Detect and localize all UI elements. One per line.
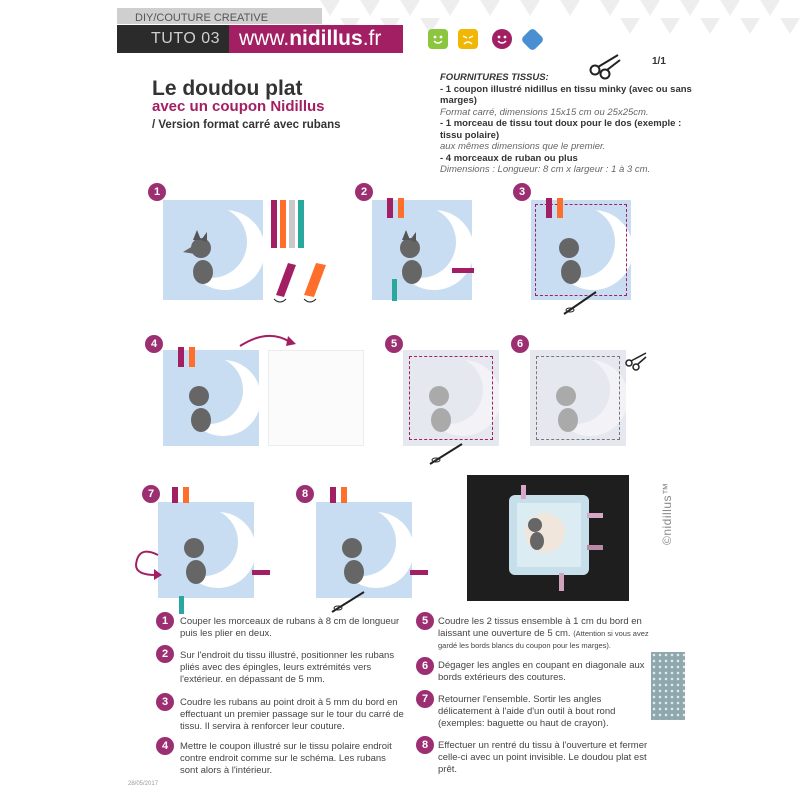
supplies-block (440, 72, 700, 176)
page-subtitle: avec un coupon Nidillus (152, 98, 325, 115)
wolf-moon-illustration (158, 502, 254, 598)
supply-1-note: Format carré, dimensions 15x15 cm ou 25x25cm. (440, 106, 649, 118)
fleece-fabric (268, 350, 364, 446)
instr-7: Retourner l'ensemble. Sortir les angles délicatement à l'aide d'un outil à bout rond (exemples: baguette ou haut de crayon). (438, 694, 616, 729)
smile-face-icon (492, 29, 512, 49)
instr-2-marker: 2 (156, 645, 174, 663)
ribbon-side (410, 570, 428, 575)
ribbon-pink (271, 200, 277, 248)
category-strip (117, 8, 322, 24)
site-brand: nidillus (289, 27, 363, 50)
instr-8-marker: 8 (416, 736, 434, 754)
wolf-moon-illustration (163, 200, 263, 300)
instr-6: Dégager les angles en coupant en diagonale aux bords extérieurs des coutures. (438, 660, 645, 683)
instr-8: Effectuer un rentré du tissu à l'ouverture et fermer celle-ci avec un point invisible. Le doudou plat est prêt. (438, 740, 648, 775)
ribbon-pink (546, 198, 552, 218)
instr-1: Couper les morceaux de rubans à 8 cm de longueur puis les plier en deux. (180, 616, 400, 639)
supply-2-note: aux mêmes dimensions que le premier. (440, 141, 606, 152)
page-version: / Version format carré avec rubans (152, 119, 341, 131)
ribbon-bottom (392, 279, 397, 301)
instr-6-marker: 6 (416, 657, 434, 675)
step-7-coupon (158, 502, 254, 598)
ribbon-side (452, 268, 474, 273)
date-label: 28/05/2017 (128, 781, 159, 787)
wolf-moon-illustration (316, 502, 412, 598)
stitch-line (536, 356, 620, 440)
ribbon-orange (183, 487, 189, 503)
category-label: DIY/COUTURE CREATIVE (135, 12, 269, 24)
finished-doudou-photo (467, 475, 629, 601)
supply-3: - 4 morceaux de ruban ou plus (440, 152, 578, 164)
step-1-coupon (163, 200, 263, 300)
fabric-swatch (651, 652, 685, 720)
page-number: 1/1 (652, 56, 666, 67)
site-prefix: www. (239, 27, 290, 50)
step-1-marker: 1 (148, 183, 166, 201)
ribbon-orange (557, 198, 563, 218)
tuto-label: TUTO 03 (117, 25, 229, 53)
page-title: Le doudou plat (152, 77, 303, 100)
instr-3-marker: 3 (156, 693, 174, 711)
step-5-marker: 5 (385, 335, 403, 353)
ribbon-orange (341, 487, 347, 503)
stitch-line (409, 356, 493, 440)
ribbon-gray (289, 200, 295, 248)
supply-3-note: Dimensions : Longueur: 8 cm x largeur : 1 à 3 cm. (440, 164, 651, 175)
instr-3: Coudre les rubans au point droit à 5 mm du bord en effectuant un premier passage sur le tour du carré de tissu. Il servira à renforcer leur couture. (180, 697, 404, 732)
step-8-coupon (316, 502, 412, 598)
needle-icon (330, 588, 370, 616)
supplies-heading: FOURNITURES TISSUS: (440, 72, 549, 83)
happy-face-icon (428, 29, 448, 49)
site-suffix: .fr (362, 27, 382, 50)
ribbon-side (252, 570, 270, 575)
step-2-marker: 2 (355, 183, 373, 201)
ribbon-orange (280, 200, 286, 248)
step-4-marker: 4 (145, 335, 163, 353)
instr-1-marker: 1 (156, 612, 174, 630)
instr-2: Sur l'endroit du tissu illustré, positionner les rubans pliés avec des épingles, leurs extrémités vers l'extérieur. en dépassant de 5 mm. (180, 650, 395, 685)
ribbon-bottom (179, 596, 184, 614)
instr-5-text: Coudre les 2 tissus ensemble à 1 cm du bord en laissant une ouverture de 5 cm. (438, 616, 642, 639)
instr-7-marker: 7 (416, 690, 434, 708)
instr-4-marker: 4 (156, 737, 174, 755)
step-3-marker: 3 (513, 183, 531, 201)
supply-2: - 1 morceau de tissu tout doux pour le dos (exemple : tissu polaire) (440, 118, 682, 141)
ribbon-teal (298, 200, 304, 248)
turn-arrow-icon (128, 545, 164, 585)
step-7-marker: 7 (142, 485, 160, 503)
needle-icon (562, 288, 602, 318)
instr-5-marker: 5 (416, 612, 434, 630)
supply-1: - 1 coupon illustré nidillus en tissu minky (avec ou sans marges) (440, 83, 692, 106)
ribbon-pink (387, 198, 393, 218)
ribbon-pink (178, 347, 184, 367)
instr-5-note: (Attention si vous avez gardé les bords blancs du coupon pour les marges). (438, 628, 649, 650)
site-url[interactable] (229, 25, 403, 53)
ribbon-pink (172, 487, 178, 503)
ribbon-orange (398, 198, 404, 218)
instr-4: Mettre le coupon illustré sur le tissu polaire endroit contre endroit comme sur le schéma. Les rubans sont alors à l'intérieur. (180, 741, 392, 776)
brand-vertical: ©nidillus™ (660, 482, 674, 545)
grumpy-face-icon (458, 29, 478, 49)
step-6-marker: 6 (511, 335, 529, 353)
scissors-icon (624, 350, 648, 374)
folded-ribbons (268, 255, 338, 305)
needle-icon (428, 440, 468, 468)
arrow-icon (238, 330, 298, 350)
step-8-marker: 8 (296, 485, 314, 503)
ribbon-pink (330, 487, 336, 503)
instr-5 (438, 616, 653, 651)
ribbon-orange (189, 347, 195, 367)
